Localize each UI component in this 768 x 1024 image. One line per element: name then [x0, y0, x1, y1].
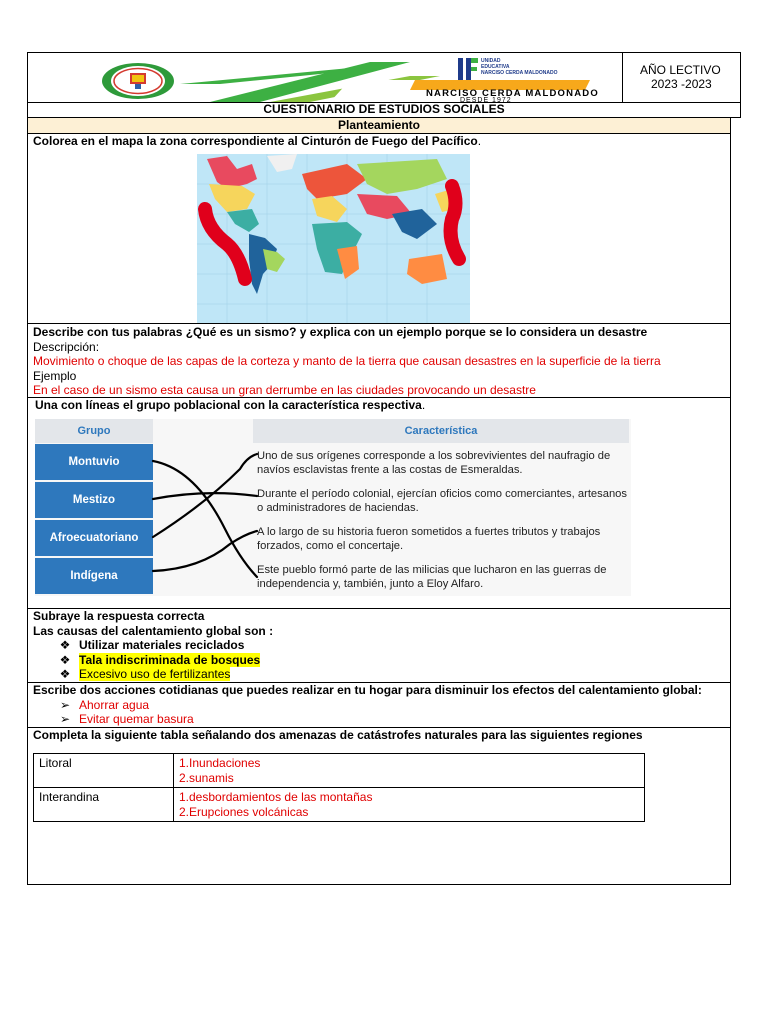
q4-option-3	[55, 667, 730, 682]
region-interandina: Interandina	[34, 788, 174, 822]
q2-example-label: Ejemplo	[33, 368, 77, 383]
year-value: 2023 -2023	[651, 77, 712, 91]
school-logo-mark	[458, 58, 478, 80]
group-indigena: Indígena	[35, 558, 153, 594]
q5-block	[33, 683, 730, 727]
q3-text	[35, 398, 425, 412]
q5-answer-2	[55, 712, 730, 727]
line-indigena	[153, 531, 257, 571]
school-line-1: UNIDAD	[481, 58, 501, 64]
threats-interandina	[174, 788, 645, 822]
diamond-bullet-icon: ❖	[59, 638, 71, 652]
arrow-bullet-icon: ➢	[59, 712, 71, 726]
school-seal-logo	[99, 61, 177, 101]
regions-table	[33, 753, 645, 822]
characteristic-1: Uno de sus orígenes corresponde a los sobrevivientes del naufragio de navíos esclavistas frente a las costas de Esmeraldas.	[257, 450, 611, 476]
q2-question: Describe con tus palabras ¿Qué es un sismo? y explica con un ejemplo porque se lo considera un desastre	[33, 325, 648, 339]
q4-option-2	[55, 653, 730, 668]
q3-period: .	[421, 398, 426, 412]
q4-option-3-text: Excesivo uso de fertilizantes	[79, 667, 231, 681]
group-mestizo: Mestizo	[35, 482, 153, 518]
diamond-bullet-icon: ❖	[59, 667, 71, 681]
q4-question: Las causas del calentamiento global son :	[33, 623, 274, 638]
q2-example-answer: En el caso de un sismo esta causa un gran derrumbe en las ciudades provocando un desastre	[33, 383, 536, 397]
school-line-3: NARCISO CERDA MALDONADO	[481, 70, 558, 76]
arrow-bullet-icon: ➢	[59, 697, 71, 712]
threat-item: 1.Inundaciones	[179, 756, 261, 770]
q2-block	[33, 325, 730, 398]
q6-question: Completa la siguiente tabla señalando dos amenazas de catástrofes naturales para las siguientes regiones	[33, 728, 643, 742]
table-row	[34, 754, 645, 788]
q2-desc-label: Descripción:	[33, 339, 100, 354]
threat-item: 2.sunamis	[179, 770, 234, 785]
grupo-header: Grupo	[77, 425, 111, 437]
q5-answers	[55, 698, 730, 727]
school-name-text: NARCISO CERDA MALDONADO	[426, 88, 599, 99]
region-litoral: Litoral	[34, 754, 174, 788]
divider-q1	[28, 323, 730, 324]
year-label: AÑO LECTIVO	[640, 63, 721, 77]
q1-period: .	[477, 134, 482, 148]
matching-exercise	[35, 419, 631, 596]
characteristic-3: A lo largo de su historia fueron sometidos a fuertes tributos y trabajos forzados, como el concertaje.	[257, 526, 601, 552]
group-afroecuatoriano: Afroecuatoriano	[35, 520, 153, 556]
school-banner-text: UNIDAD EDUCATIVA	[426, 79, 567, 91]
table-row	[34, 788, 645, 822]
q4-option-2-text: Tala indiscriminada de bosques	[79, 652, 261, 667]
caracteristica-header: Característica	[404, 425, 478, 437]
since-text: DESDE 1972	[460, 97, 512, 104]
group-montuvio: Montuvio	[35, 444, 153, 480]
section-label: Planteamiento	[28, 118, 730, 134]
q4-instruction: Subraye la respuesta correcta	[33, 609, 205, 623]
q4-options	[55, 638, 730, 682]
q1-statement: Colorea en el mapa la zona correspondiente al Cinturón de Fuego del Pacífico	[33, 134, 478, 148]
characteristic-4: Este pueblo formó parte de las milicias que lucharon en las guerras de independencia y, también, junto a Eloy Alfaro.	[257, 564, 607, 590]
q4-option-1-text: Utilizar materiales reciclados	[79, 638, 245, 652]
threats-litoral	[174, 754, 645, 788]
q3-statement: Una con líneas el grupo poblacional con la característica respectiva	[35, 398, 422, 412]
threat-item: 1.desbordamientos de las montañas	[179, 790, 373, 804]
school-line-2: EDUCATIVA	[481, 64, 510, 70]
page-title: CUESTIONARIO DE ESTUDIOS SOCIALES	[263, 102, 505, 116]
q5-answer-2-text: Evitar quemar basura	[79, 712, 194, 726]
characteristic-2: Durante el período colonial, ejercían oficios como comerciantes, artesanos o administradores de haciendas.	[257, 488, 628, 514]
world-map	[197, 154, 470, 324]
q5-answer-1	[55, 698, 730, 713]
diamond-bullet-icon: ❖	[59, 652, 71, 667]
header-divider	[622, 52, 623, 103]
q2-desc-answer: Movimiento o choque de las capas de la corteza y manto de la tierra que causan desastres en la superficie de la tierra	[33, 354, 661, 368]
school-small-text	[481, 58, 557, 76]
q4-block	[33, 609, 730, 682]
q5-question: Escribe dos acciones cotidianas que puedes realizar en tu hogar para disminuir los efectos del calentamiento global:	[33, 683, 702, 697]
matching-lines	[35, 419, 631, 596]
q5-answer-1-text: Ahorrar agua	[79, 697, 150, 712]
q4-option-1	[55, 638, 730, 653]
q1-text	[33, 134, 481, 148]
threat-item: 2.Erupciones volcánicas	[179, 804, 309, 819]
